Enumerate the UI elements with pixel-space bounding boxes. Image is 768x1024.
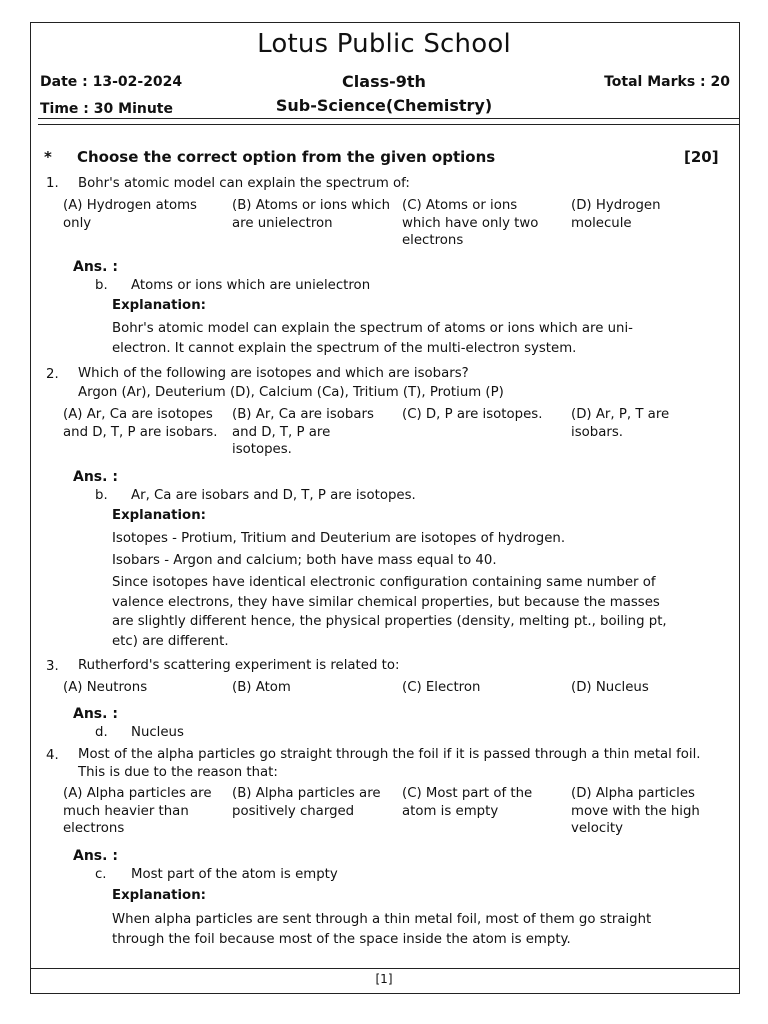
option-d: (D) Ar, P, T are isobars. (571, 407, 670, 440)
school-name: Lotus Public School (257, 29, 511, 59)
answer-label: Ans. : (73, 706, 118, 722)
explanation-text: Bohr's atomic model can explain the spectrum of atoms or ions which are uni-electron. It cannot explain the spectrum of the multi-electron system. (112, 321, 633, 356)
answer-text: Nucleus (131, 725, 184, 740)
header-divider (38, 118, 740, 119)
option-d: (D) Alpha particles move with the high velocity (571, 786, 700, 836)
explanation-label: Explanation: (112, 888, 206, 903)
page-number: [1] (375, 972, 393, 986)
question-number: 1. (46, 176, 59, 191)
option-c: (C) Most part of the atom is empty (402, 786, 533, 819)
option-d: (D) Nucleus (571, 680, 649, 695)
question-text: Most of the alpha particles go straight through the foil if it is passed through a thin metal foil. This is due to the reason that: (78, 747, 701, 780)
section-title: Choose the correct option from the given options (77, 148, 496, 166)
answer-label: Ans. : (73, 259, 118, 275)
option-a: (A) Ar, Ca are isotopes and D, T, P are isobars. (63, 407, 218, 440)
answer-text: Ar, Ca are isobars and D, T, P are isotopes. (131, 488, 416, 503)
header-divider-double (38, 124, 740, 125)
option-c: (C) D, P are isotopes. (402, 407, 543, 422)
footer-divider (30, 968, 740, 969)
option-b: (B) Ar, Ca are isobars and D, T, P are isotopes. (232, 407, 374, 457)
explanation-text: Isotopes - Protium, Tritium and Deuterium are isotopes of hydrogen. (112, 531, 566, 546)
option-a: (A) Neutrons (63, 680, 148, 695)
class-label: Class-9th (342, 72, 426, 91)
question-number: 2. (46, 367, 59, 382)
section-bullet: * (44, 148, 52, 166)
answer-letter: c. (95, 867, 107, 882)
explanation-label: Explanation: (112, 298, 206, 313)
option-b: (B) Atoms or ions which are unielectron (232, 198, 391, 231)
exam-date: Date : 13-02-2024 (40, 74, 183, 90)
option-d: (D) Hydrogen molecule (571, 198, 661, 231)
option-b: (B) Alpha particles are positively charged (232, 786, 381, 819)
subject-label: Sub-Science(Chemistry) (275, 96, 493, 115)
option-b: (B) Atom (232, 680, 291, 695)
explanation-text: When alpha particles are sent through a thin metal foil, most of them go straight through the foil because most of the space inside the atom is empty. (112, 912, 652, 947)
option-a: (A) Alpha particles are much heavier than electrons (63, 786, 212, 836)
option-c: (C) Electron (402, 680, 481, 695)
question-subtext: Argon (Ar), Deuterium (D), Calcium (Ca), Tritium (T), Protium (P) (78, 385, 504, 400)
option-c: (C) Atoms or ions which have only two electrons (402, 198, 539, 248)
answer-letter: b. (95, 278, 108, 293)
answer-letter: d. (95, 725, 108, 740)
answer-letter: b. (95, 488, 108, 503)
question-text: Which of the following are isotopes and which are isobars? (78, 366, 469, 381)
explanation-text: Since isotopes have identical electronic configuration containing same number of valence electrons, they have similar chemical properties, but because the masses are slightly different hence, the physical properties (density, melting pt., boiling pt, etc) are different. (112, 575, 667, 649)
question-number: 4. (46, 748, 59, 763)
question-number: 3. (46, 659, 59, 674)
explanation-text: Isobars - Argon and calcium; both have mass equal to 40. (112, 553, 497, 568)
answer-text: Atoms or ions which are unielectron (131, 278, 371, 293)
answer-label: Ans. : (73, 469, 118, 485)
exam-time: Time : 30 Minute (40, 101, 173, 117)
section-marks: [20] (684, 148, 719, 166)
total-marks: Total Marks : 20 (604, 74, 730, 90)
answer-label: Ans. : (73, 848, 118, 864)
option-a: (A) Hydrogen atoms only (63, 198, 197, 231)
answer-text: Most part of the atom is empty (131, 867, 338, 882)
question-text: Bohr's atomic model can explain the spectrum of: (78, 176, 410, 191)
question-text: Rutherford's scattering experiment is related to: (78, 658, 400, 673)
explanation-label: Explanation: (112, 508, 206, 523)
